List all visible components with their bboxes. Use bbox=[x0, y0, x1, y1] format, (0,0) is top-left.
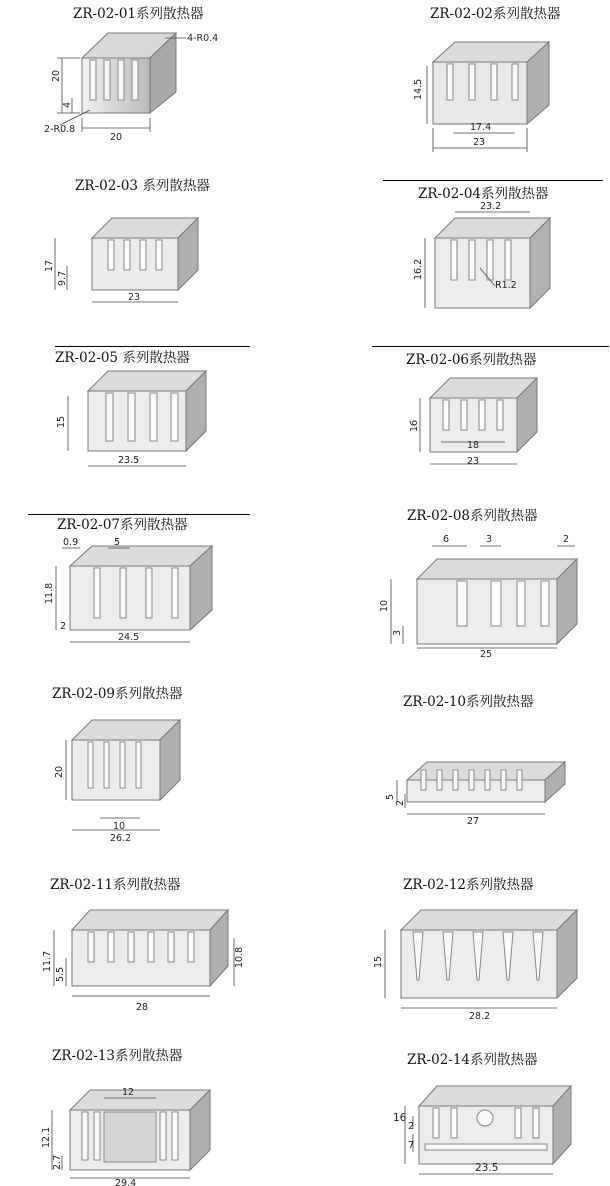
dim-width: 23 bbox=[473, 137, 486, 148]
dim-radius: R1.2 bbox=[495, 280, 517, 291]
heatsink-drawing bbox=[0, 0, 305, 168]
dim-height: 20 bbox=[54, 765, 65, 778]
heatsink-drawing bbox=[0, 504, 305, 672]
dim-inner: 12 bbox=[122, 1087, 135, 1098]
dim-height: 17 bbox=[44, 259, 55, 272]
dim-base: 7 bbox=[408, 1140, 415, 1151]
product-title: ZR-02-08系列散热器 bbox=[407, 508, 538, 524]
heatsink-drawing bbox=[0, 1008, 305, 1186]
dim-base: 2.7 bbox=[52, 1154, 63, 1170]
heatsink-card-zr-02-11 bbox=[0, 840, 305, 1013]
dim-inner: 17.4 bbox=[470, 122, 492, 133]
product-title: ZR-02-07系列散热器 bbox=[57, 517, 188, 533]
heatsink-card-zr-02-05 bbox=[0, 336, 305, 504]
dim-height: 16.2 bbox=[413, 258, 424, 280]
heatsink-drawing bbox=[0, 840, 305, 1013]
heatsink-drawing bbox=[305, 0, 610, 168]
dim-height: 5 bbox=[385, 793, 396, 800]
dim-width: 20 bbox=[110, 132, 123, 143]
dim-gap: 6 bbox=[443, 534, 450, 545]
dim-width: 24.5 bbox=[118, 632, 140, 643]
product-title: ZR-02-12系列散热器 bbox=[403, 877, 534, 893]
dim-width: 29.4 bbox=[115, 1178, 137, 1186]
dim-width: 23.2 bbox=[480, 201, 502, 212]
heatsink-drawing bbox=[305, 336, 610, 504]
dim-base: 2 bbox=[60, 621, 67, 632]
dim-height: 11.8 bbox=[44, 582, 55, 604]
dim-height: 20 bbox=[51, 69, 62, 82]
heatsink-card-zr-02-03 bbox=[0, 168, 305, 336]
heatsink-card-zr-02-12 bbox=[305, 840, 610, 1022]
dim-width: 23.5 bbox=[118, 455, 140, 466]
heatsink-card-zr-02-13 bbox=[0, 1008, 305, 1186]
product-title: ZR-02-14系列散热器 bbox=[407, 1052, 538, 1068]
dim-inner: 10 bbox=[113, 821, 126, 832]
product-title: ZR-02-10系列散热器 bbox=[403, 694, 534, 710]
dim-width: 23.5 bbox=[475, 1162, 499, 1174]
product-title: ZR-02-04系列散热器 bbox=[418, 186, 549, 202]
dim-fin: 0.9 bbox=[63, 537, 79, 548]
heatsink-card-zr-02-07 bbox=[0, 504, 305, 672]
product-title: ZR-02-06系列散热器 bbox=[406, 352, 537, 368]
dim-height: 16 bbox=[409, 419, 420, 432]
dim-height: 15 bbox=[373, 955, 384, 968]
product-title: ZR-02-13系列散热器 bbox=[52, 1048, 183, 1064]
dim-pitch: 5 bbox=[114, 537, 121, 548]
product-title: ZR-02-05 系列散热器 bbox=[55, 350, 190, 366]
heatsink-card-zr-02-01 bbox=[0, 0, 305, 168]
heatsink-card-zr-02-04 bbox=[305, 168, 610, 336]
dim-width: 28 bbox=[136, 1002, 149, 1013]
dim-width: 25 bbox=[480, 649, 493, 660]
dim-fin: 3 bbox=[486, 534, 493, 545]
heatsink-card-zr-02-08 bbox=[305, 504, 610, 672]
dim-mid: 9.7 bbox=[57, 270, 68, 286]
heatsink-card-zr-02-10 bbox=[305, 672, 610, 840]
dim-gap: 2 bbox=[408, 1121, 415, 1132]
dim-width: 23 bbox=[128, 292, 141, 303]
heatsink-drawing bbox=[305, 840, 610, 1022]
dim-height: 11.7 bbox=[42, 950, 53, 972]
product-title: ZR-02-03 系列散热器 bbox=[75, 178, 210, 194]
heatsink-drawing bbox=[305, 1008, 610, 1186]
heatsink-card-zr-02-09 bbox=[0, 672, 305, 844]
dim-base: 5.5 bbox=[55, 966, 66, 982]
product-title: ZR-02-11系列散热器 bbox=[50, 877, 181, 893]
heatsink-card-zr-02-14 bbox=[305, 1008, 610, 1186]
dim-height: 16 bbox=[393, 1112, 407, 1124]
dim-base: 4 bbox=[62, 101, 73, 108]
dim-edge: 2 bbox=[563, 534, 570, 545]
dim-fin-radius: 4-R0.4 bbox=[187, 33, 219, 44]
heatsink-drawing bbox=[0, 672, 305, 844]
dim-radius: 2-R0.8 bbox=[44, 124, 76, 135]
dim-width: 23 bbox=[467, 456, 480, 467]
dim-height: 12.1 bbox=[41, 1126, 52, 1148]
dim-side: 10.8 bbox=[234, 946, 245, 968]
heatsink-card-zr-02-06 bbox=[305, 336, 610, 504]
product-title: ZR-02-01系列散热器 bbox=[73, 6, 204, 22]
heatsink-drawing bbox=[0, 336, 305, 504]
heatsink-drawing bbox=[0, 168, 305, 336]
heatsink-drawing bbox=[305, 672, 610, 840]
heatsink-drawing bbox=[305, 504, 610, 672]
product-title: ZR-02-02系列散热器 bbox=[430, 6, 561, 22]
dim-base: 3 bbox=[392, 629, 403, 636]
dim-inner: 18 bbox=[467, 440, 480, 451]
heatsink-drawing bbox=[305, 168, 610, 336]
dim-width: 27 bbox=[467, 816, 480, 827]
dim-height: 14.5 bbox=[413, 78, 424, 100]
heatsink-card-zr-02-02 bbox=[305, 0, 610, 168]
product-title: ZR-02-09系列散热器 bbox=[52, 686, 183, 702]
dim-height: 15 bbox=[56, 415, 67, 428]
dim-height: 10 bbox=[379, 599, 390, 612]
dim-base: 2 bbox=[395, 799, 406, 806]
dim-width: 28.2 bbox=[469, 1011, 491, 1022]
dim-width: 26.2 bbox=[110, 833, 132, 844]
